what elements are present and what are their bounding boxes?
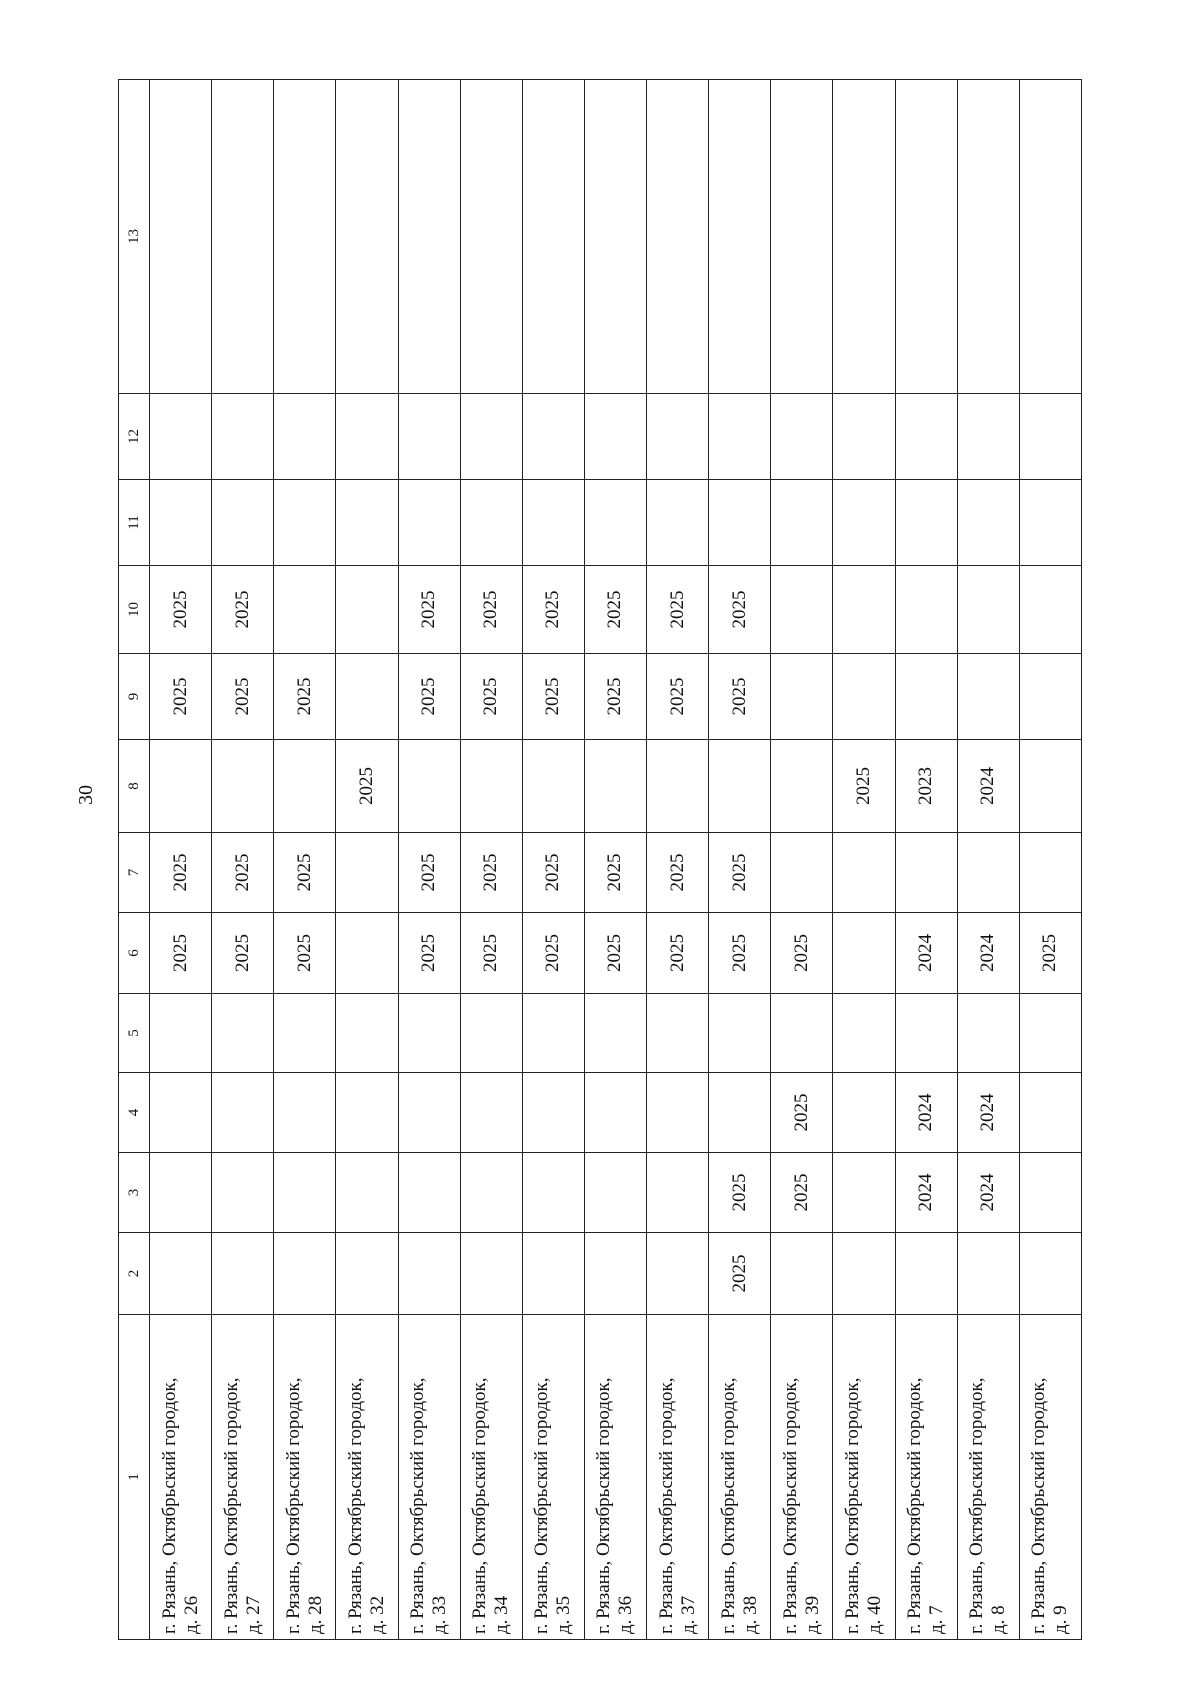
year-cell: 2025 <box>584 566 646 654</box>
house-number: д. 39 <box>801 1595 823 1634</box>
year-cell <box>957 1233 1019 1315</box>
year-cell: 2025 <box>522 833 584 913</box>
year-cell <box>584 80 646 394</box>
year-cell <box>336 566 398 654</box>
address-line: г. Рязань, Октябрьский городок, <box>282 1377 304 1634</box>
address-cell <box>895 1315 957 1640</box>
year-cell <box>957 480 1019 566</box>
year-cell <box>460 80 522 394</box>
year-cell <box>833 1233 895 1315</box>
table-row <box>957 80 1019 1640</box>
table-row <box>1019 80 1081 1640</box>
year-cell <box>212 740 274 833</box>
year-cell: 2025 <box>647 833 709 913</box>
year-cell <box>957 994 1019 1073</box>
year-cell <box>460 394 522 480</box>
house-number: д. 32 <box>366 1595 388 1634</box>
address-cell <box>522 1315 584 1640</box>
year-cell: 2025 <box>274 833 336 913</box>
house-number: д. 37 <box>677 1595 699 1634</box>
year-cell <box>398 1153 460 1233</box>
year-cell <box>709 1073 771 1153</box>
page-number: 30 <box>75 785 97 805</box>
year-cell: 2025 <box>212 654 274 740</box>
column-header: 4 <box>119 1073 150 1153</box>
year-cell <box>584 994 646 1073</box>
year-cell: 2025 <box>274 913 336 994</box>
year-cell: 2025 <box>460 913 522 994</box>
address-line: г. Рязань, Октябрьский городок, <box>531 1377 553 1634</box>
year-cell <box>398 394 460 480</box>
year-cell <box>895 833 957 913</box>
year-cell <box>398 994 460 1073</box>
year-cell: 2025 <box>1019 913 1081 994</box>
year-cell <box>771 480 833 566</box>
table-row <box>212 80 274 1640</box>
address-line: г. Рязань, Октябрьский городок, <box>158 1377 180 1634</box>
year-cell <box>957 80 1019 394</box>
address-line: г. Рязань, Октябрьский городок, <box>469 1377 491 1634</box>
year-cell <box>647 740 709 833</box>
year-cell <box>274 80 336 394</box>
table-row <box>522 80 584 1640</box>
address-cell <box>709 1315 771 1640</box>
year-cell <box>584 1073 646 1153</box>
address-cell <box>460 1315 522 1640</box>
year-cell <box>212 1233 274 1315</box>
table-row <box>398 80 460 1640</box>
year-cell <box>522 1073 584 1153</box>
year-cell <box>1019 394 1081 480</box>
year-cell: 2025 <box>398 833 460 913</box>
year-cell <box>833 1073 895 1153</box>
year-cell <box>647 994 709 1073</box>
year-cell <box>212 1153 274 1233</box>
column-header: 11 <box>119 480 150 566</box>
year-cell <box>398 1073 460 1153</box>
address-cell <box>150 1315 212 1640</box>
year-cell: 2025 <box>709 1233 771 1315</box>
year-cell <box>150 1233 212 1315</box>
year-cell: 2025 <box>150 913 212 994</box>
year-cell <box>274 1073 336 1153</box>
address-line: г. Рязань, Октябрьский городок, <box>717 1377 739 1634</box>
year-cell <box>522 1233 584 1315</box>
table-row <box>460 80 522 1640</box>
year-cell <box>150 394 212 480</box>
year-cell: 2025 <box>833 740 895 833</box>
year-cell <box>895 654 957 740</box>
year-cell <box>647 480 709 566</box>
year-cell <box>895 994 957 1073</box>
year-cell <box>336 833 398 913</box>
year-cell: 2025 <box>212 566 274 654</box>
year-cell <box>584 1233 646 1315</box>
address-cell <box>957 1315 1019 1640</box>
year-cell: 2024 <box>895 913 957 994</box>
year-cell: 2025 <box>709 654 771 740</box>
address-cell <box>274 1315 336 1640</box>
year-cell <box>771 566 833 654</box>
year-cell <box>336 654 398 740</box>
year-cell <box>1019 480 1081 566</box>
column-header: 13 <box>119 80 150 394</box>
year-cell <box>336 1233 398 1315</box>
year-cell <box>212 80 274 394</box>
year-cell <box>460 1073 522 1153</box>
year-cell: 2025 <box>647 913 709 994</box>
house-number: д. 36 <box>615 1595 637 1634</box>
year-cell: 2025 <box>522 566 584 654</box>
year-cell: 2025 <box>709 833 771 913</box>
year-cell <box>522 994 584 1073</box>
year-cell <box>460 1233 522 1315</box>
year-cell: 2025 <box>709 913 771 994</box>
year-cell <box>274 994 336 1073</box>
year-cell <box>1019 80 1081 394</box>
table-row <box>771 80 833 1640</box>
table-row <box>150 80 212 1640</box>
address-cell <box>1019 1315 1081 1640</box>
year-cell <box>771 394 833 480</box>
year-cell <box>833 913 895 994</box>
year-cell: 2024 <box>895 1153 957 1233</box>
year-cell <box>150 480 212 566</box>
year-cell: 2025 <box>584 833 646 913</box>
year-cell <box>895 394 957 480</box>
year-cell: 2025 <box>460 566 522 654</box>
address-cell <box>212 1315 274 1640</box>
year-cell <box>150 80 212 394</box>
year-cell <box>833 833 895 913</box>
table-row <box>709 80 771 1640</box>
house-number: д. 26 <box>180 1595 202 1634</box>
year-cell <box>833 566 895 654</box>
year-cell <box>460 480 522 566</box>
house-number: д. 28 <box>304 1595 326 1634</box>
address-line: г. Рязань, Октябрьский городок, <box>344 1377 366 1634</box>
column-header: 9 <box>119 654 150 740</box>
year-cell <box>709 480 771 566</box>
year-cell <box>274 566 336 654</box>
year-cell <box>647 1153 709 1233</box>
year-cell: 2025 <box>460 654 522 740</box>
year-cell <box>957 394 1019 480</box>
year-cell <box>1019 833 1081 913</box>
table-row <box>833 80 895 1640</box>
year-cell <box>833 394 895 480</box>
address-line: г. Рязань, Октябрьский городок, <box>904 1377 926 1634</box>
year-cell <box>522 740 584 833</box>
column-header: 12 <box>119 394 150 480</box>
address-cell <box>336 1315 398 1640</box>
table-rotation-frame <box>118 80 1082 1640</box>
year-cell <box>274 740 336 833</box>
year-cell <box>709 394 771 480</box>
year-cell <box>522 394 584 480</box>
table-row <box>336 80 398 1640</box>
year-cell <box>584 480 646 566</box>
year-cell <box>398 480 460 566</box>
house-number: д. 9 <box>1050 1605 1072 1634</box>
year-cell <box>1019 740 1081 833</box>
year-cell <box>771 80 833 394</box>
year-cell <box>584 740 646 833</box>
address-line: г. Рязань, Октябрьский городок, <box>841 1377 863 1634</box>
address-cell <box>584 1315 646 1640</box>
year-cell <box>274 480 336 566</box>
table-row <box>647 80 709 1640</box>
year-cell: 2025 <box>150 654 212 740</box>
year-cell: 2025 <box>150 566 212 654</box>
year-cell: 2025 <box>150 833 212 913</box>
year-cell <box>336 1153 398 1233</box>
year-cell <box>398 80 460 394</box>
address-cell <box>398 1315 460 1640</box>
year-cell <box>460 1153 522 1233</box>
address-cell <box>647 1315 709 1640</box>
year-cell <box>647 394 709 480</box>
address-line: г. Рязань, Октябрьский городок, <box>655 1377 677 1634</box>
house-number: д. 34 <box>491 1595 513 1634</box>
column-header: 10 <box>119 566 150 654</box>
year-cell <box>150 994 212 1073</box>
year-cell <box>709 740 771 833</box>
year-cell: 2025 <box>771 913 833 994</box>
year-cell <box>150 1153 212 1233</box>
year-cell <box>1019 1073 1081 1153</box>
year-cell <box>1019 1153 1081 1233</box>
year-cell <box>584 394 646 480</box>
year-cell <box>522 80 584 394</box>
column-header: 8 <box>119 740 150 833</box>
table-wrapper <box>118 80 1082 1640</box>
year-cell: 2024 <box>957 740 1019 833</box>
address-cell <box>771 1315 833 1640</box>
year-cell <box>833 1153 895 1233</box>
year-cell <box>833 654 895 740</box>
year-cell: 2025 <box>212 913 274 994</box>
year-cell <box>709 994 771 1073</box>
column-header: 5 <box>119 994 150 1073</box>
year-cell: 2025 <box>771 1073 833 1153</box>
year-cell: 2024 <box>957 1073 1019 1153</box>
year-cell: 2025 <box>398 654 460 740</box>
year-cell <box>957 654 1019 740</box>
address-line: г. Рязань, Октябрьский городок, <box>593 1377 615 1634</box>
year-cell: 2025 <box>274 654 336 740</box>
year-cell <box>771 833 833 913</box>
table-row <box>274 80 336 1640</box>
house-number: д. 8 <box>988 1605 1010 1634</box>
year-cell <box>584 1153 646 1233</box>
column-header: 1 <box>119 1315 150 1640</box>
year-cell <box>771 654 833 740</box>
year-cell <box>895 1233 957 1315</box>
house-number: д. 35 <box>553 1595 575 1634</box>
address-line: г. Рязань, Октябрьский городок, <box>220 1377 242 1634</box>
year-cell <box>336 994 398 1073</box>
year-cell <box>460 740 522 833</box>
year-cell: 2025 <box>398 913 460 994</box>
column-header: 6 <box>119 913 150 994</box>
year-cell <box>709 80 771 394</box>
table-row <box>584 80 646 1640</box>
house-number: д. 38 <box>739 1595 761 1634</box>
year-cell <box>398 1233 460 1315</box>
year-cell <box>647 80 709 394</box>
year-cell <box>1019 566 1081 654</box>
year-cell <box>647 1073 709 1153</box>
year-cell: 2025 <box>212 833 274 913</box>
year-cell <box>212 1073 274 1153</box>
year-cell: 2025 <box>771 1153 833 1233</box>
year-cell: 2025 <box>584 654 646 740</box>
house-number: д. 27 <box>242 1595 264 1634</box>
year-cell <box>1019 994 1081 1073</box>
year-cell <box>647 1233 709 1315</box>
year-cell <box>274 394 336 480</box>
year-cell <box>957 566 1019 654</box>
house-number: д. 7 <box>926 1605 948 1634</box>
year-cell <box>771 994 833 1073</box>
year-cell <box>212 480 274 566</box>
house-number: д. 40 <box>863 1595 885 1634</box>
year-cell <box>1019 654 1081 740</box>
table-row <box>895 80 957 1640</box>
year-cell <box>150 740 212 833</box>
header-row <box>119 80 150 1640</box>
year-cell <box>398 740 460 833</box>
column-header: 3 <box>119 1153 150 1233</box>
year-cell <box>336 1073 398 1153</box>
year-cell <box>957 833 1019 913</box>
year-cell: 2024 <box>957 1153 1019 1233</box>
year-cell: 2025 <box>522 913 584 994</box>
house-number: д. 33 <box>429 1595 451 1634</box>
column-header: 7 <box>119 833 150 913</box>
year-cell <box>522 480 584 566</box>
year-cell <box>274 1233 336 1315</box>
year-cell: 2025 <box>647 654 709 740</box>
year-cell: 2024 <box>957 913 1019 994</box>
year-cell: 2025 <box>709 566 771 654</box>
year-cell <box>274 1153 336 1233</box>
address-cell <box>833 1315 895 1640</box>
year-cell: 2023 <box>895 740 957 833</box>
year-cell <box>833 480 895 566</box>
year-cell: 2025 <box>584 913 646 994</box>
schedule-table <box>118 79 1082 1640</box>
year-cell: 2025 <box>336 740 398 833</box>
year-cell: 2025 <box>522 654 584 740</box>
year-cell <box>460 994 522 1073</box>
year-cell <box>771 740 833 833</box>
year-cell: 2024 <box>895 1073 957 1153</box>
year-cell <box>1019 1233 1081 1315</box>
year-cell <box>336 480 398 566</box>
address-line: г. Рязань, Октябрьский городок, <box>407 1377 429 1634</box>
year-cell <box>895 480 957 566</box>
year-cell <box>895 566 957 654</box>
year-cell: 2025 <box>647 566 709 654</box>
year-cell <box>336 394 398 480</box>
year-cell <box>336 913 398 994</box>
year-cell <box>336 80 398 394</box>
address-line: г. Рязань, Октябрьский городок, <box>779 1377 801 1634</box>
address-line: г. Рязань, Октябрьский городок, <box>1028 1377 1050 1634</box>
year-cell <box>150 1073 212 1153</box>
column-header: 2 <box>119 1233 150 1315</box>
year-cell <box>212 394 274 480</box>
year-cell: 2025 <box>460 833 522 913</box>
year-cell: 2025 <box>709 1153 771 1233</box>
year-cell <box>212 994 274 1073</box>
year-cell <box>895 80 957 394</box>
year-cell <box>522 1153 584 1233</box>
year-cell <box>771 1233 833 1315</box>
year-cell <box>833 994 895 1073</box>
year-cell: 2025 <box>398 566 460 654</box>
address-line: г. Рязань, Октябрьский городок, <box>966 1377 988 1634</box>
year-cell <box>833 80 895 394</box>
